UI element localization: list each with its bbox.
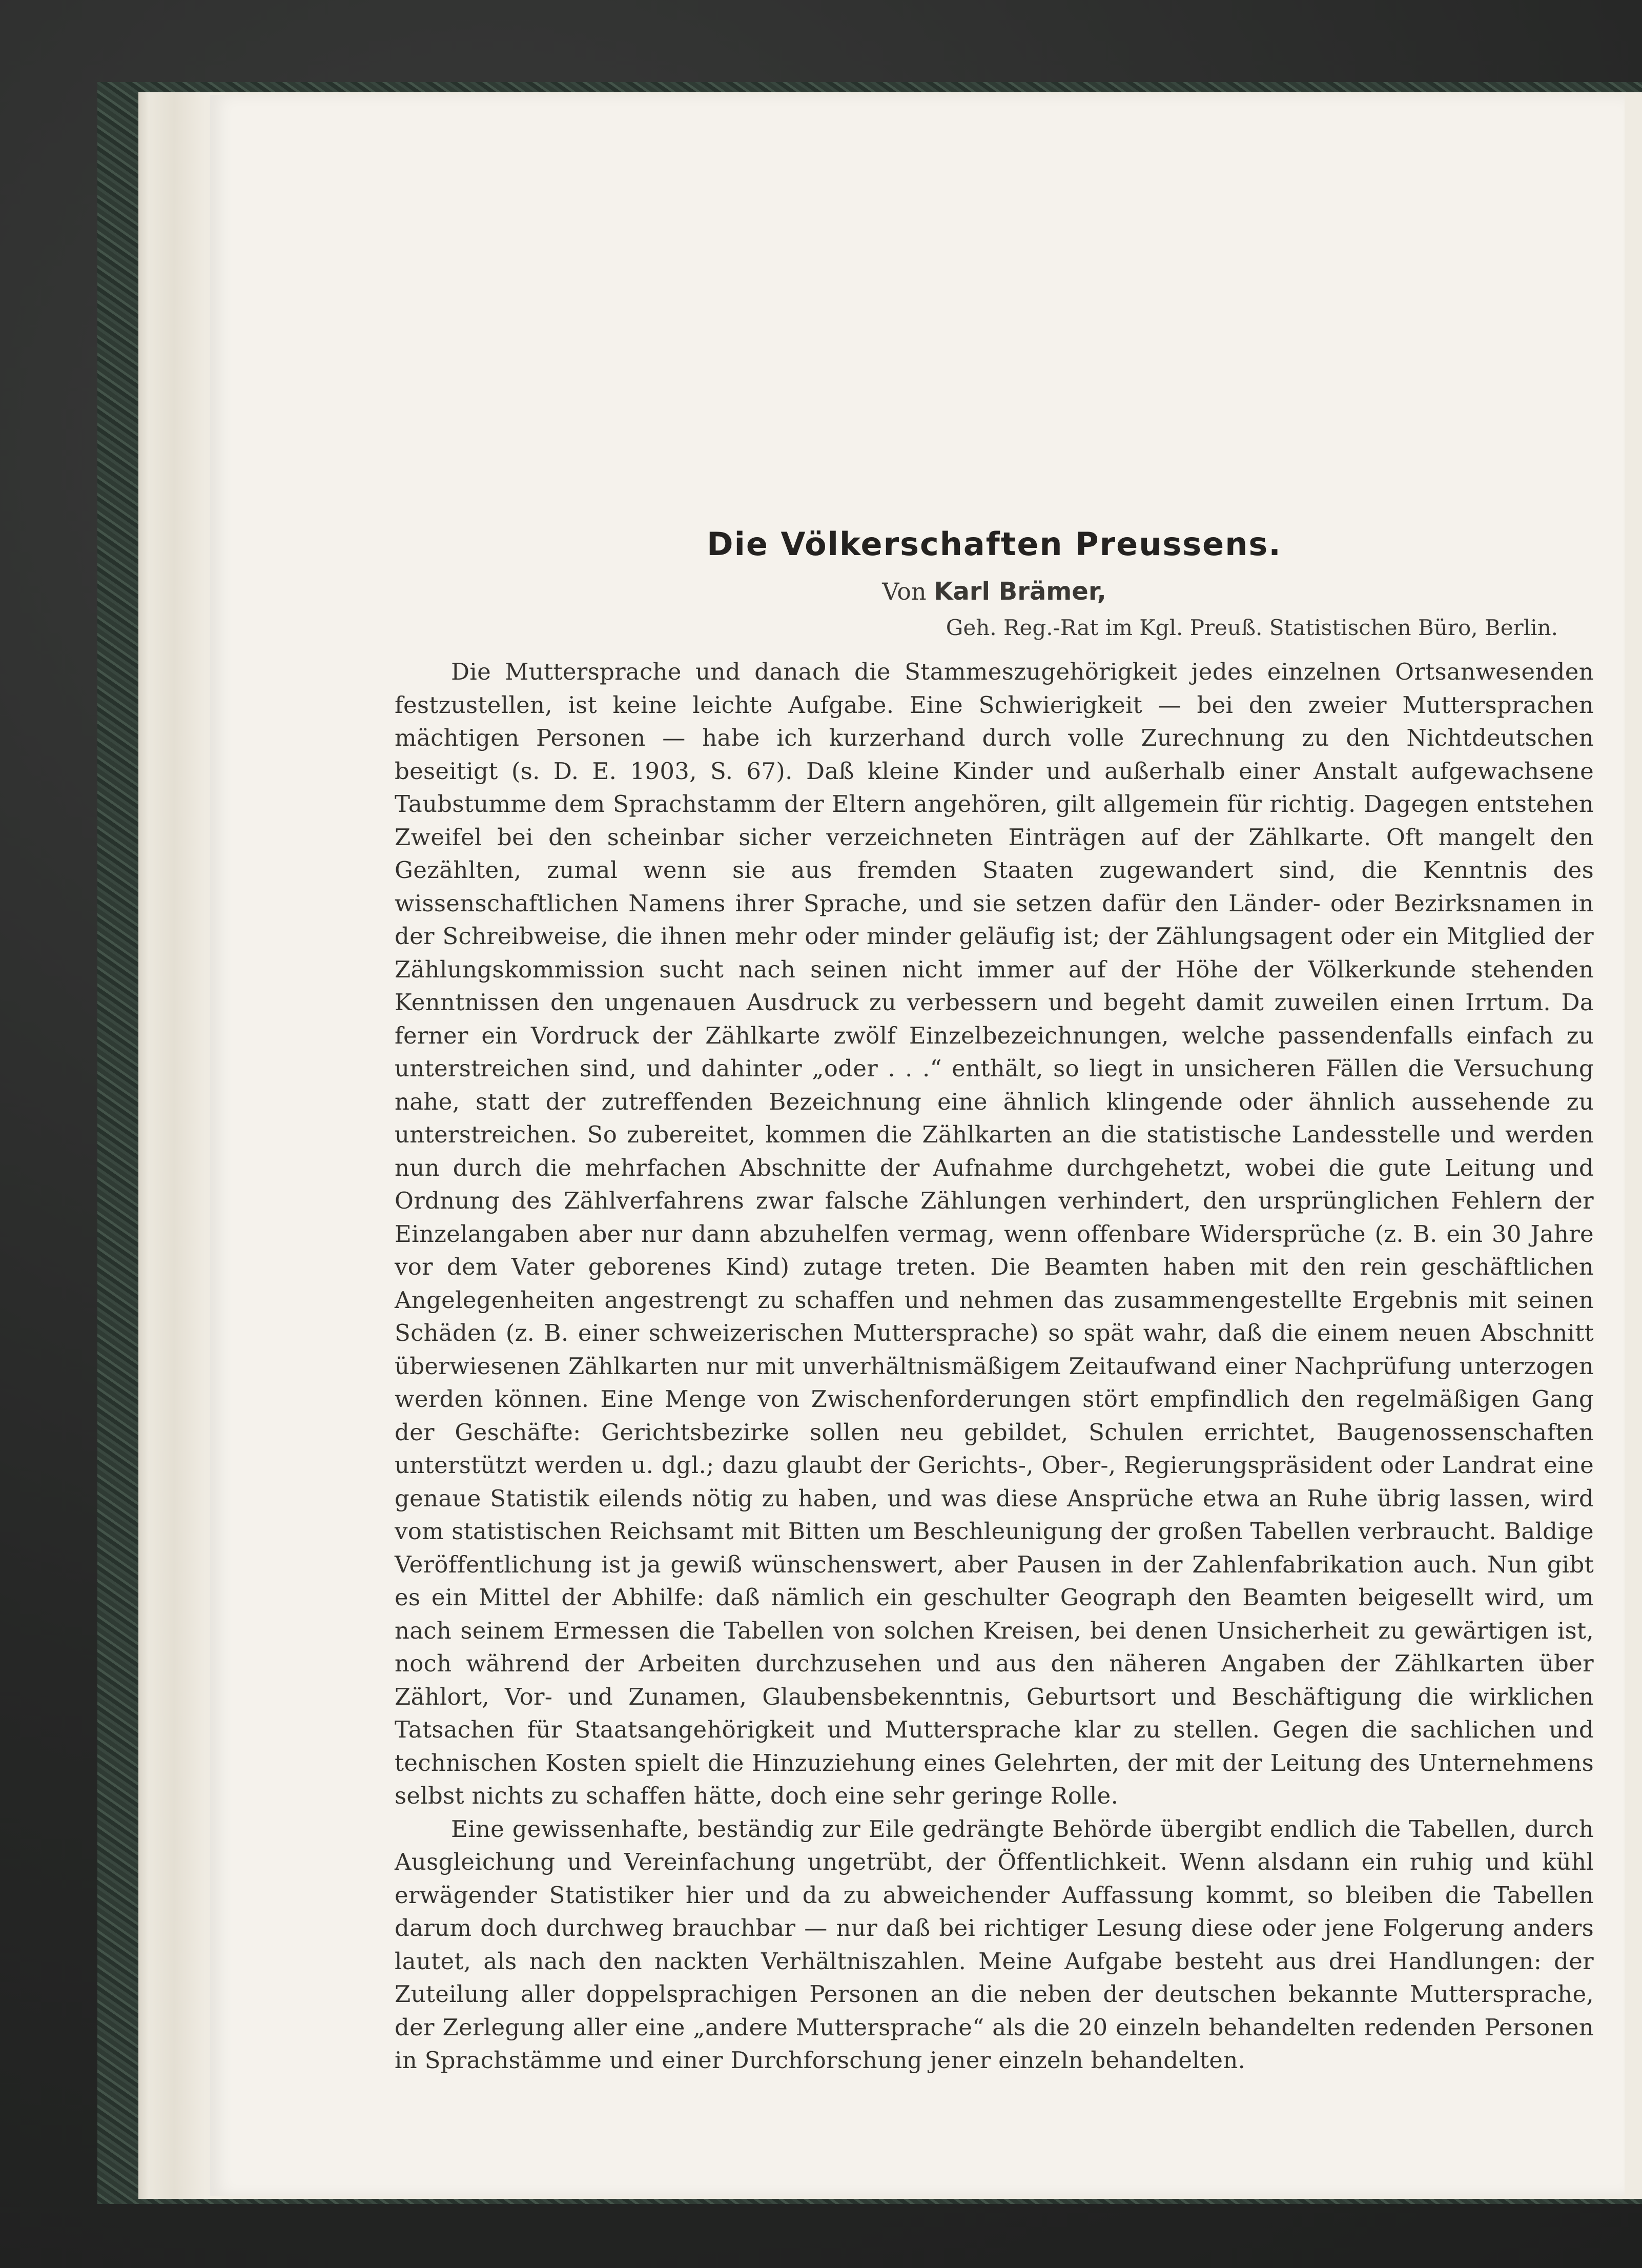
paragraph-2: Eine gewissenhafte, beständig zur Eile gedrängte Behörde übergibt endlich die Tabellen, durch Ausgleichung und Vereinfachung ungetrübt, der Öffentlichkeit. Wenn alsdann ein ruhig und kühl erwägender Statistiker hier und da zu abweichender Auffassung kommt, so bleiben die Tabellen darum doch durchweg brauchbar — nur daß bei richtiger Lesung diese oder jene Folgerung anders lautet, als nach den nackten Verhältniszahlen. Meine Aufgabe besteht aus drei Handlungen: der Zuteilung aller doppelsprachigen Personen an die neben der deutschen bekannte Muttersprache, der Zerlegung aller eine „andere Muttersprache“ als die 20 einzeln behandelten redenden Personen in Sprachstämme und einer Durchforschung jener einzeln behandelten. bbox=[395, 1815, 1594, 2074]
author-name: Karl Brämer, bbox=[934, 577, 1106, 606]
author-affiliation: Geh. Reg.-Rat im Kgl. Preuß. Statistischen Büro, Berlin. bbox=[946, 615, 1558, 640]
byline bbox=[395, 577, 1594, 606]
article-title: Die Völkerschaften Preussens. bbox=[707, 525, 1282, 563]
paragraph-1: Die Muttersprache und danach die Stammeszugehörigkeit jedes einzelnen Ortsanwesenden festzustellen, ist keine leichte Aufgabe. Eine Schwierigkeit — bei den zweier Muttersprachen mächtigen Personen — habe ich kurzerhand durch volle Zurechnung zu den Nichtdeutschen beseitigt (s. D. E. 1903, S. 67). Daß kleine Kinder und außerhalb einer Anstalt aufgewachsene Taubstumme dem Sprachstamm der Eltern angehören, gilt allgemein für richtig. Dagegen entstehen Zweifel bei den scheinbar sicher verzeichneten Einträgen auf der Zählkarte. Oft mangelt den Gezählten, zumal wenn sie aus fremden Staaten zugewandert sind, die Kenntnis des wissenschaftlichen Namens ihrer Sprache, und sie setzen dafür den Länder- oder Bezirksnamen in der Schreibweise, die ihnen mehr oder minder geläufig ist; der Zählungsagent oder ein Mitglied der Zählungskommission sucht nach seinen nicht immer auf der Höhe der Völkerkunde stehenden Kenntnissen den ungenauen Ausdruck zu verbessern und begeht damit zuweilen einen Irrtum. Da ferner ein Vordruck der Zählkarte zwölf Einzelbezeichnungen, welche passendenfalls einfach zu unterstreichen sind, und dahinter „oder . . .“ enthält, so liegt in unsicheren Fällen die Versuchung nahe, statt der zutreffenden Bezeichnung eine ähnlich klingende oder ähnlich aussehende zu unterstreichen. So zubereitet, kommen die Zählkarten an die statistische Landesstelle und werden nun durch die mehrfachen Abschnitte der Aufnahme durchgehetzt, wobei die gute Leitung und Ordnung des Zählverfahrens zwar falsche Zählungen verhindert, den ursprünglichen Fehlern der Einzelangaben aber nur dann abzuhelfen vermag, wenn offenbare Widersprüche (z. B. ein 30 Jahre vor dem Vater geborenes Kind) zutage treten. Die Beamten haben mit den rein geschäftlichen Angelegenheiten angestrengt zu schaffen und nehmen das zusammengestellte Ergebnis mit seinen Schäden (z. B. einer schweizerischen Muttersprache) so spät wahr, daß die einem neuen Abschnitt überwiesenen Zählkarten nur mit unverhältnismäßigem Zeitaufwand einer Nachprüfung unterzogen werden können. Eine Menge von Zwischenforderungen stört empfindlich den regelmäßigen Gang der Geschäfte: Gerichtsbezirke sollen neu gebildet, Schulen errichtet, Baugenossenschaften unterstützt werden u. dgl.; dazu glaubt der Gerichts-, Ober-, Regierungspräsident oder Landrat eine genaue Statistik eilends nötig zu haben, und was diese Ansprüche etwa an Ruhe übrig lassen, wird vom statistischen Reichsamt mit Bitten um Beschleunigung der großen Tabellen verbraucht. Baldige Veröffentlichung ist ja gewiß wünschenswert, aber Pausen in der Zahlenfabrikation auch. Nun gibt es ein Mittel der Abhilfe: daß nämlich ein geschulter Geograph den Beamten beigesellt wird, um nach seinem Ermessen die Tabellen von solchen Kreisen, bei denen Unsicherheit zu gewärtigen ist, noch während der Arbeiten durchzusehen und aus den näheren Angaben der Zählkarten über Zählort, Vor- und Zunamen, Glaubensbekenntnis, Geburtsort und Beschäftigung die wirklichen Tatsachen für Staatsangehörigkeit und Muttersprache klar zu stellen. Gegen die sachlichen und technischen Kosten spielt die Hinzuziehung eines Gelehrten, der mit der Leitung des Unternehmens selbst nichts zu schaffen hätte, doch eine sehr geringe Rolle. bbox=[395, 658, 1594, 1809]
byline-prefix: Von bbox=[882, 578, 927, 605]
book-page bbox=[210, 95, 1625, 2196]
article-content bbox=[395, 525, 1594, 2077]
